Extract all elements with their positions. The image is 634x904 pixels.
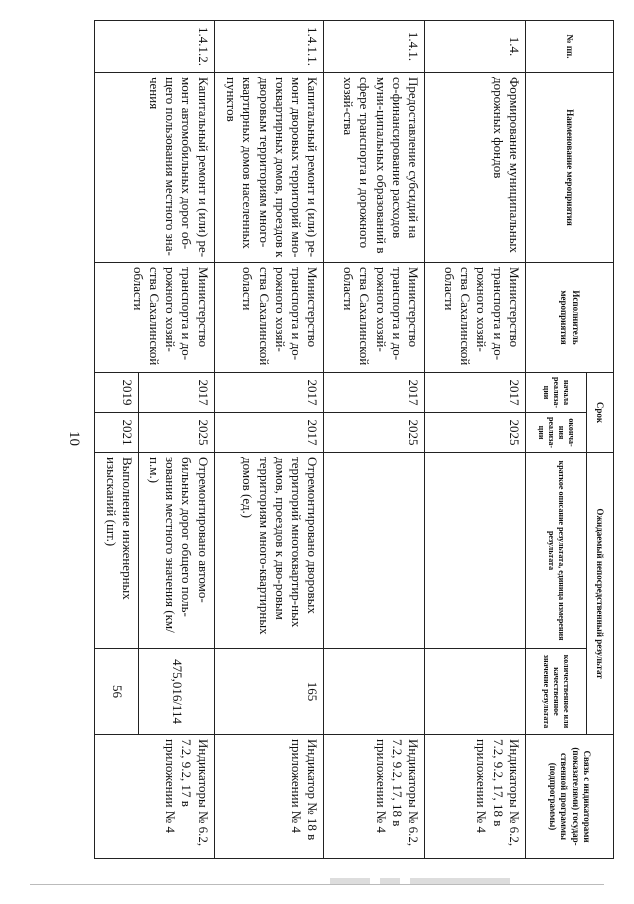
header-term-end: оконча-ния реализа-ции (525, 413, 586, 453)
row-link: Индикаторы № 6.2, 7.2, 9.2, 17, 18 в приложении № 4 (425, 735, 526, 859)
row-num: 1.4.1.1. (214, 21, 324, 73)
row-num: 1.4.1. (324, 21, 425, 73)
rotated-page (94, 20, 614, 858)
row-executor: Министерство транспорта и до-рожного хозяй-ства Сахалинской области (214, 263, 324, 373)
row-end: 2025 (324, 413, 425, 453)
subrow-start: 2019 (95, 373, 139, 413)
header-term-start: начала реализа-ции (525, 373, 586, 413)
row-value (324, 649, 425, 735)
row-name: Капитальный ремонт и (или) ре-монт автомобильных дорог об-щего пользования местного зна-чения (95, 73, 215, 263)
row-start: 2017 (139, 373, 215, 413)
header-name: Наименование мероприятия (525, 73, 613, 263)
scan-edge-line (30, 884, 604, 885)
scan-artifact (410, 878, 510, 884)
table-row (324, 21, 425, 859)
row-desc: Отремонтировано дворовых территорий многоквартир-ных домов, проездов к дво-ровым территориям много-квартирных домов (ед.) (214, 453, 324, 649)
row-value: 475,016/114 (139, 649, 215, 735)
header-link: Связь с индикаторами (показателями) государ-ственной программы (подпрограммы) (525, 735, 613, 859)
subrow-desc: Выполнение инженерных изысканий (шт.) (95, 453, 139, 649)
row-num: 1.4. (425, 21, 526, 73)
measures-table (94, 20, 614, 859)
header-expected: Ожидаемый непосредственный результат (586, 453, 613, 735)
row-link: Индикатор № 18 в приложении № 4 (214, 735, 324, 859)
table-row (139, 21, 215, 859)
row-start: 2017 (425, 373, 526, 413)
row-name: Капитальный ремонт и (или) ре-монт дворовых территорий мно-гоквартирных домов, проездов к дворовым территориям много-квартирных домов населенных пунктов (214, 73, 324, 263)
row-end: 2025 (425, 413, 526, 453)
row-name: Формирование муниципальных дорожных фондов (425, 73, 526, 263)
row-end: 2025 (139, 413, 215, 453)
table-row (214, 21, 324, 859)
row-executor: Министерство транспорта и до-рожного хозяй-ства Сахалинской области (425, 263, 526, 373)
row-desc (324, 453, 425, 649)
row-executor: Министерство транспорта и до-рожного хозяй-ства Сахалинской области (95, 263, 215, 373)
scan-artifact (380, 878, 400, 884)
row-desc: Отремонтировано автомо-бильных дорог общего поль-зования местного значения (км/п.м.) (139, 453, 215, 649)
row-end: 2017 (214, 413, 324, 453)
row-link: Индикаторы № 6.2, 7.2, 9.2, 17 в приложении № 4 (95, 735, 215, 859)
row-desc (425, 453, 526, 649)
rotated-table-container (94, 20, 614, 858)
scan-artifact (330, 878, 370, 884)
row-name: Предоставление субсидий на со-финансирование расходов муни-ципальных образований в сфере транспорта и дорожного хозяй-ства (324, 73, 425, 263)
page-number: 10 (66, 431, 82, 446)
subrow-value: 56 (95, 649, 139, 735)
row-value: 165 (214, 649, 324, 735)
row-start: 2017 (324, 373, 425, 413)
row-link: Индикаторы № 6.2, 7.2, 9.2, 17, 18 в приложении № 4 (324, 735, 425, 859)
table-row (425, 21, 526, 859)
row-executor: Министерство транспорта и до-рожного хозяй-ства Сахалинской области (324, 263, 425, 373)
header-term: Срок (586, 373, 613, 453)
header-executor: Исполнитель мероприятия (525, 263, 613, 373)
header-expected-desc: краткое описание результата, единица измерения результата (525, 453, 586, 649)
row-value (425, 649, 526, 735)
row-start: 2017 (214, 373, 324, 413)
row-num: 1.4.1.2. (95, 21, 215, 73)
header-expected-value: количественное или качественное значение результата (525, 649, 586, 735)
header-num: № пп. (525, 21, 613, 73)
subrow-end: 2021 (95, 413, 139, 453)
